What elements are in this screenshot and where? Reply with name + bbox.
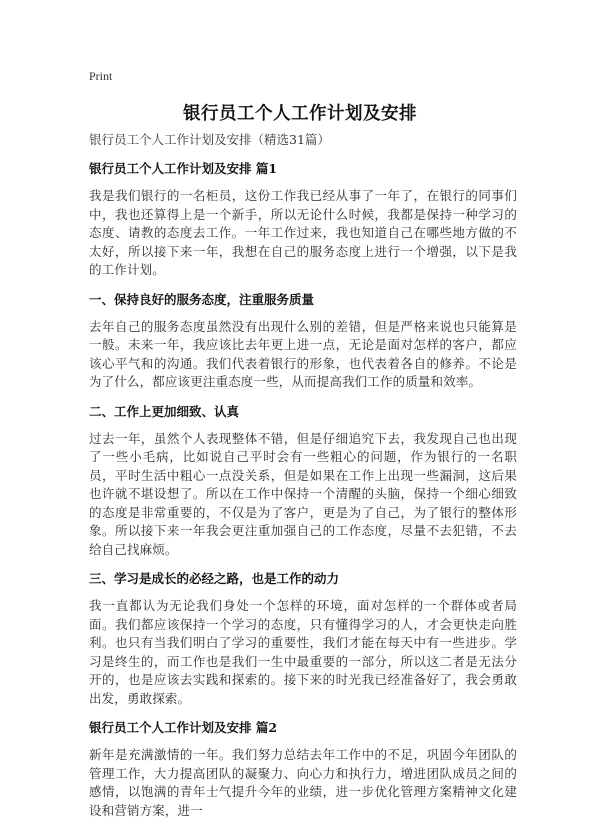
section-paragraph-intro: 我是我们银行的一名柜员，这份工作我已经从事了一年了，在银行的同事们中，我也还算得上是一个新手，所以无论什么时候，我都是保持一种学习的态度、请教的态度去工作。一年工作过来，我也知道自己在哪些地方做的不太好，所以接下来一年，我想在自己的服务态度上进行一个增强，以下是我的工作计划。: [89, 188, 517, 277]
section-heading-careful-work: 二、工作上更加细致、认真: [89, 403, 240, 419]
document-subtitle: 银行员工个人工作计划及安排（精选31篇）: [89, 132, 330, 147]
document-body: [89, 131, 517, 831]
section-heading-service-attitude: 一、保持良好的服务态度，注重服务质量: [89, 291, 315, 307]
section-paragraph-learning: 我一直都认为无论我们身处一个怎样的环境，面对怎样的一个群体或者局面。我们都应该保持一个学习的态度，只有懂得学习的人，才会更快走向胜利。也只有当我们明白了学习的重要性，我们才能在每天中有一些进步。学习是终生的，而工作也是我们一生中最重要的一部分，所以这二者是无法分开的，也是应该去实践和探索的。接下来的时光我已经准备好了，我会勇敢出发，勇敢探索。: [89, 598, 517, 706]
section-paragraph-part2: 新年是充满激情的一年。我们努力总结去年工作中的不足，巩固今年团队的管理工作，大力提高团队的凝聚力、向心力和执行力，增进团队成员之间的感情，以饱满的青年士气提升今年的业绩，进一步优化管理方案精神文化建设和营销方案，进一: [89, 747, 517, 818]
section-heading-part2: 银行员工个人工作计划及安排 篇2: [89, 720, 278, 735]
print-link[interactable]: Print: [89, 69, 113, 83]
section-heading-part1: 银行员工个人工作计划及安排 篇1: [89, 161, 278, 176]
section-paragraph-careful-work: 过去一年，虽然个人表现整体不错，但是仔细追究下去，我发现自己也出现了一些小毛病，比如说自己平时会有一些粗心的问题，作为银行的一名职员，平时生活中粗心一点没关系，但是如果在工作上出现一些漏洞，这后果也许就不堪设想了。所以在工作中保持一个清醒的头脑，保持一个细心细致的态度是非常重要的，不仅是为了客户，更是为了自己，为了银行的整体形象。所以接下来一年我会更注重加强自己的工作态度，尽量不去犯错，不去给自己找麻烦。: [89, 430, 517, 557]
section-paragraph-service-attitude: 去年自己的服务态度虽然没有出现什么别的差错，但是严格来说也只能算是一般。未来一年，我应该比去年更上进一点，无论是面对怎样的客户，都应该心平气和的沟通。我们代表着银行的形象，也代表着各自的修养。不论是为了什么，都应该更注重态度一些，从而提高我们工作的质量和效率。: [89, 318, 517, 389]
section-heading-learning: 三、学习是成长的必经之路，也是工作的动力: [89, 571, 340, 586]
document-title: 银行员工个人工作计划及安排: [183, 104, 417, 124]
